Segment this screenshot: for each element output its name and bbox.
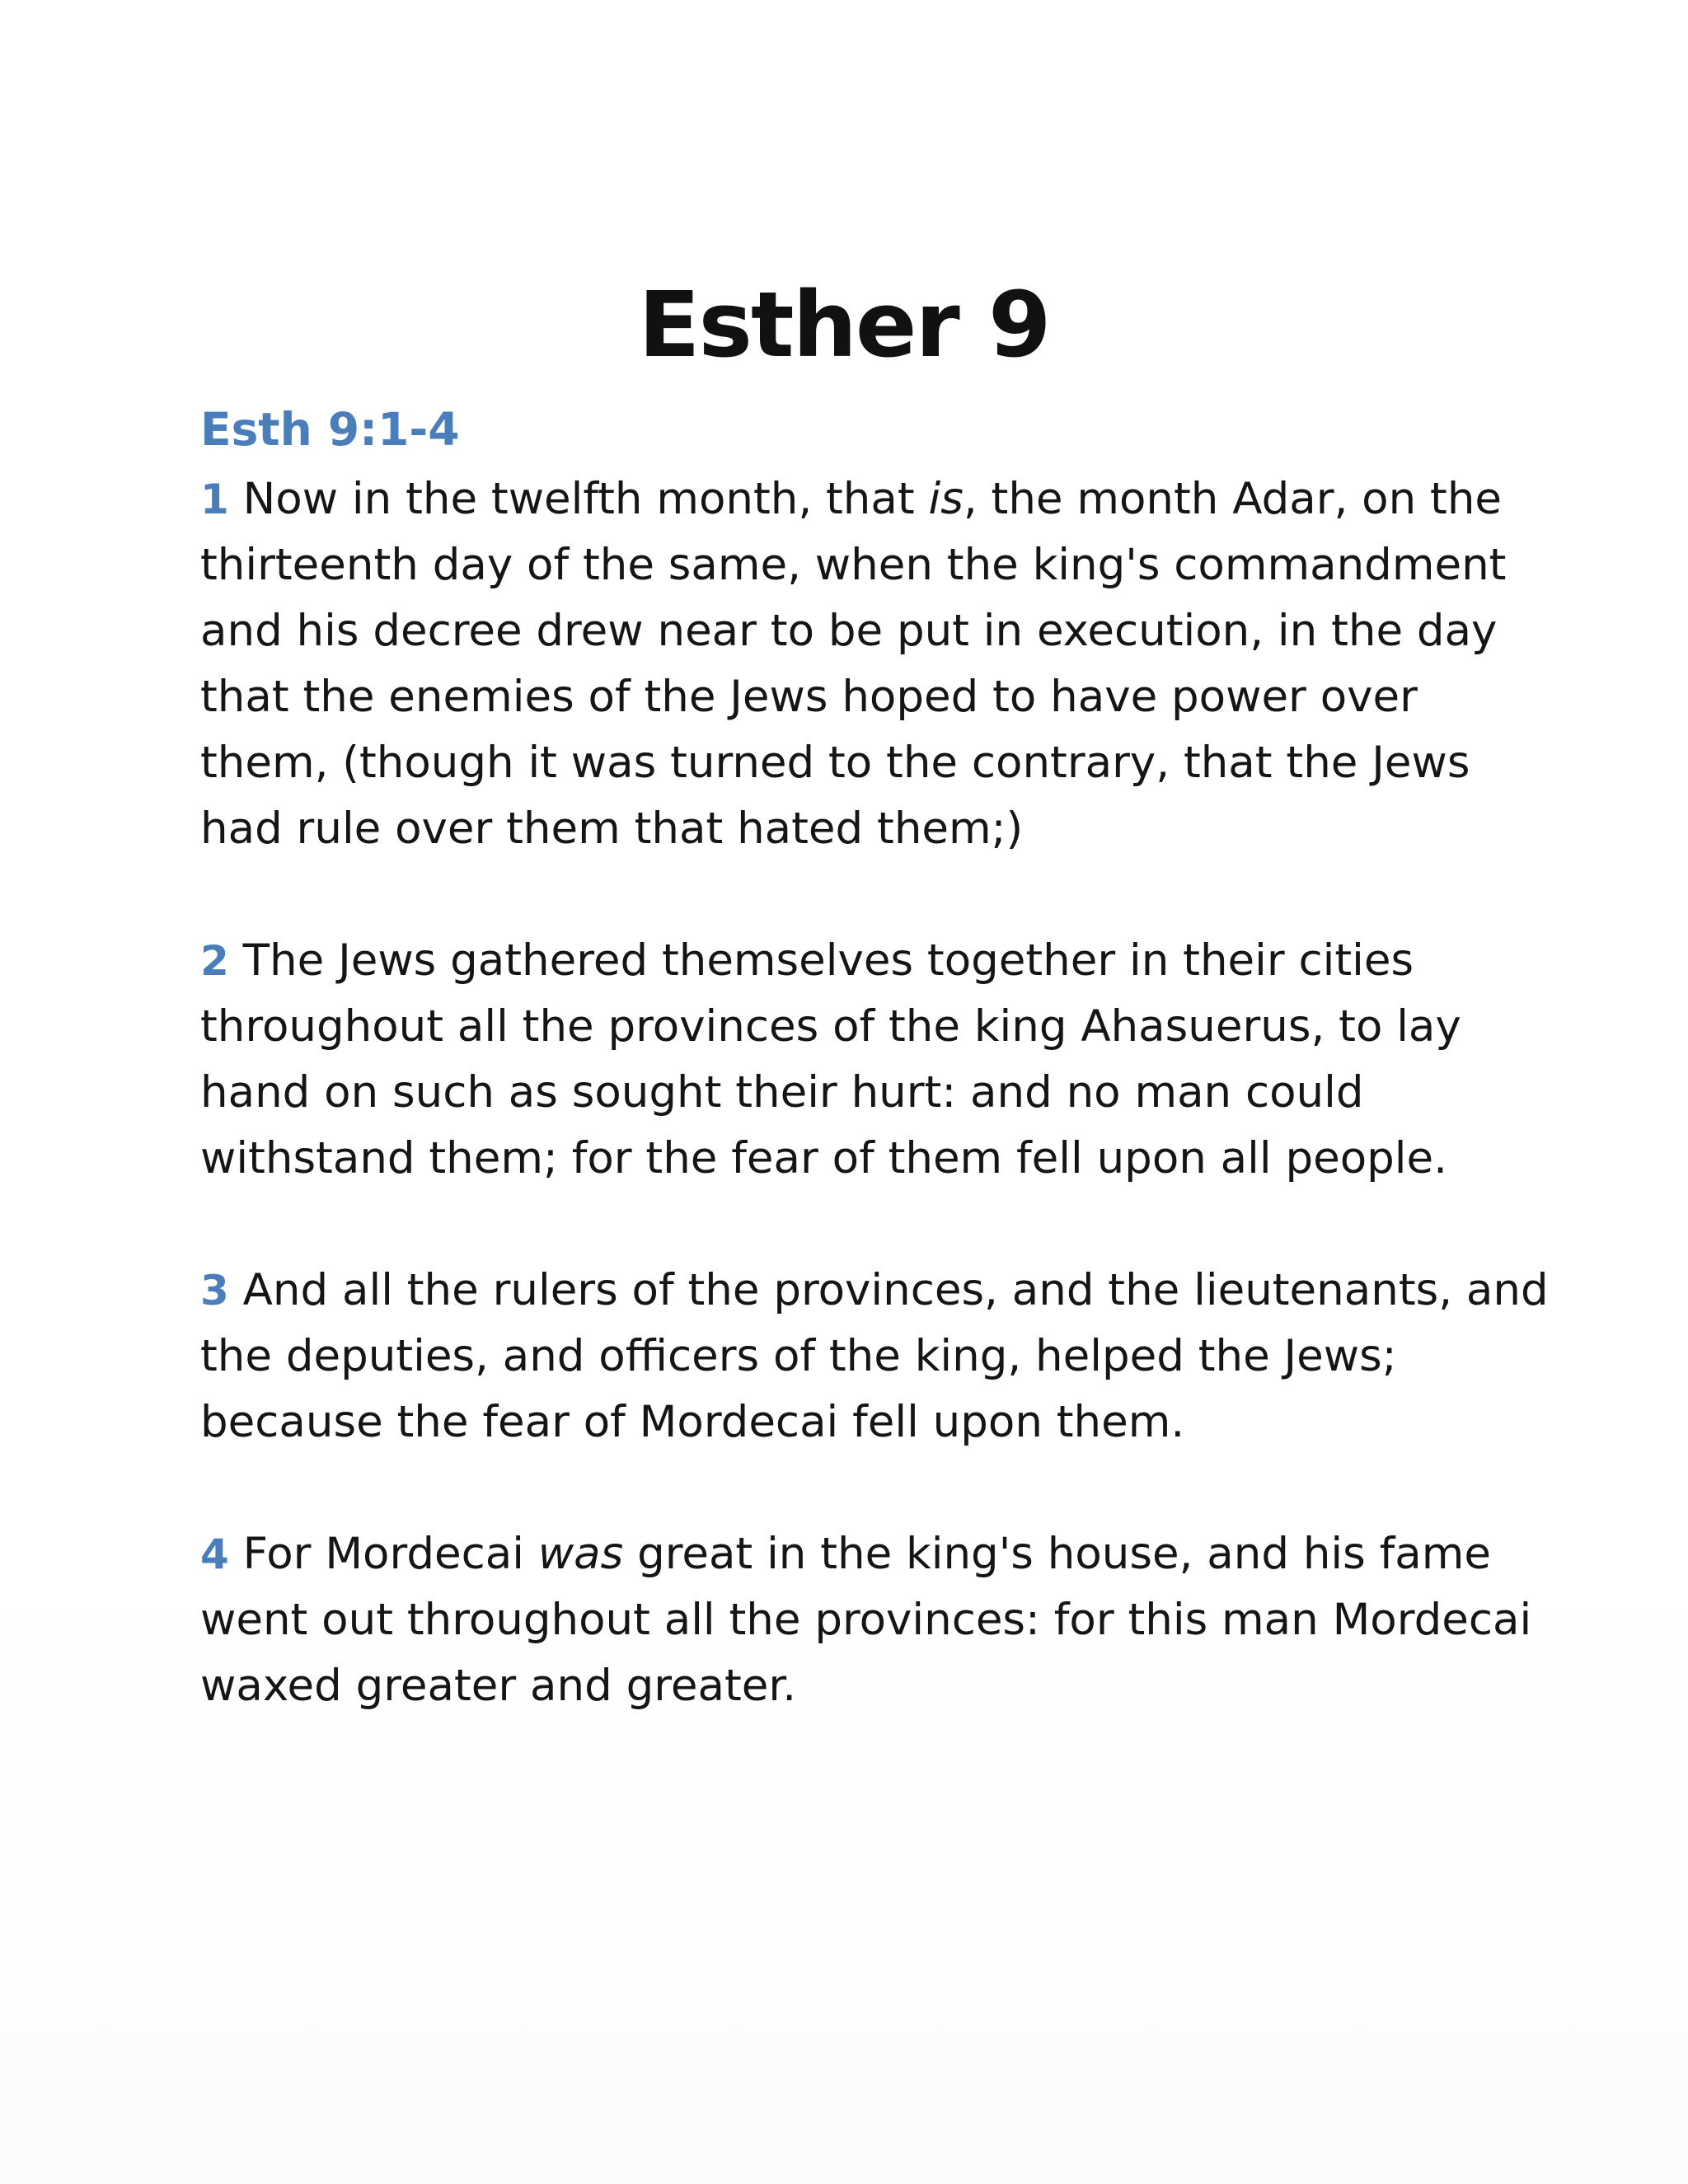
verse-1 — [200, 466, 1552, 862]
verse-text: great in the king's house, and his fame went out throughout all the provinces: for this man Mordecai waxed greater and greater. — [200, 1529, 1532, 1711]
verse-2 — [200, 928, 1552, 1192]
page-title: Esther 9 — [638, 271, 1050, 377]
verse-text-italic: is — [928, 474, 964, 524]
verse-number: 2 — [200, 937, 229, 985]
verse-text: And all the rulers of the provinces, and the lieutenants, and the deputies, and officers of the king, helped the Jews; because the fear of Mordecai fell upon them. — [200, 1265, 1549, 1447]
verse-4 — [200, 1521, 1552, 1719]
passage-content — [200, 392, 1552, 1785]
verse-number: 4 — [200, 1530, 229, 1578]
verse-number: 3 — [200, 1267, 229, 1315]
verse-text: Now in the twelfth month, that — [242, 474, 929, 524]
verse-text-italic: was — [537, 1529, 624, 1579]
verse-text: The Jews gathered themselves together in their cities throughout all the provinces of the king Ahasuerus, to lay hand on such as sought their hurt: and no man could withstand them; for the fear of them fell upon all people. — [200, 935, 1461, 1183]
verse-text: , the month Adar, on the thirteenth day of the same, when the king's commandment and his decree drew near to be put in execution, in the day that the enemies of the Jews hoped to have power over them, (though it was turned to the contrary, that the Jews had rule over them that hated them;) — [200, 474, 1507, 854]
verse-number: 1 — [200, 476, 229, 523]
verse-text: For Mordecai — [242, 1529, 538, 1579]
passage-reference: Esth 9:1-4 — [200, 403, 460, 456]
verse-3 — [200, 1258, 1552, 1455]
